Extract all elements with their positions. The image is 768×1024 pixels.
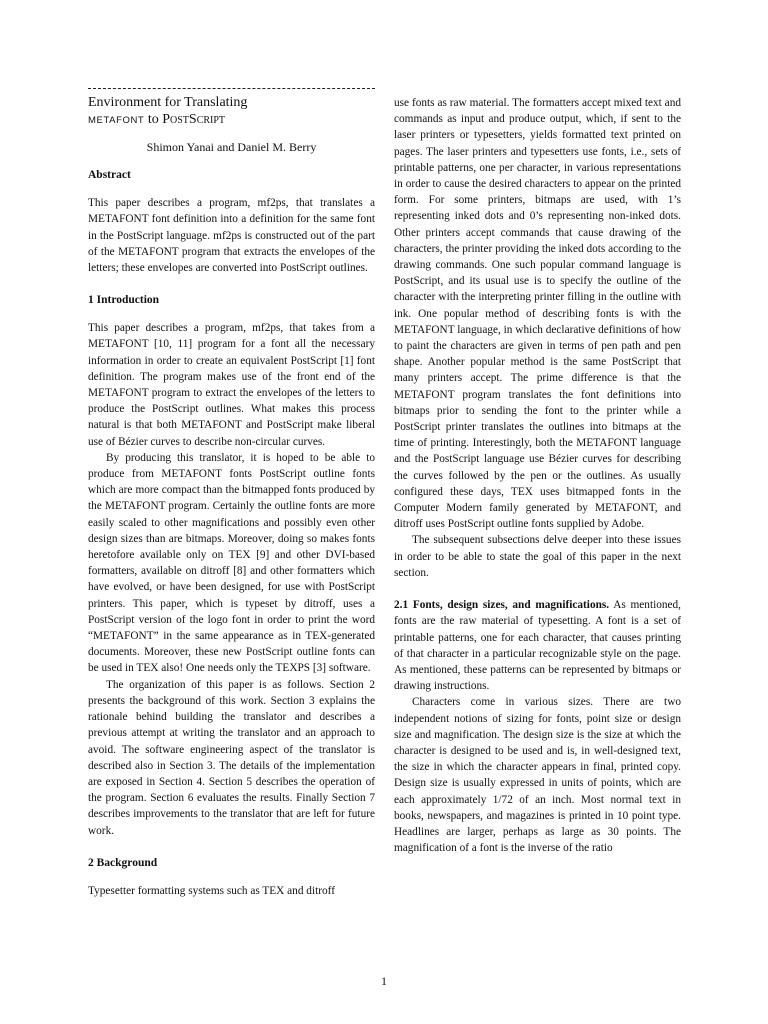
page-number: 1 [381,974,387,988]
intro-heading: 1 Introduction [88,294,160,307]
authors: Shimon Yanai and Daniel M. Berry [146,140,317,154]
right-paragraph-1: use fonts as raw material. The formatters accept mixed text and commands as input and produce output, which, if sent to the laser printers or typesetters, yields formatted text printed on pages. The laser printers and typesetters use fonts, i.e., sets of printable patterns, one per character, in various representations in order to cause the desired characters to appear on the printed form. For some printers, bitmaps are used, with 1’s representing inked dots and 0’s representing non-inked dots. Other printers accept commands that cause drawing of the characters, the printer providing the inked dots according to the drawing commands. One such popular command language is PostScript, and its usual use is to specify the outline of the character with the interpreting printer filling in the outline with ink. One popular method of describing fonts is with the METAFONT language, in which declarative definitions of how to paint the characters are given in terms of pen path and pen shape. Another popular method is the same PostScript that many printers accept. The prime difference is that the METAFONT program translates the font definitions into bitmaps prior to sending the font to the printer while a PostScript printer translates the outlines into bitmaps at the time of printing. Interestingly, both the METAFONT language and the PostScript language use Bézier curves for describing the curves followed by the pen or the outlines. As usually configured these days, TEX uses bitmapped fonts in the Computer Modern family generated by METAFONT, and ditroff uses PostScript outline fonts supplied by Adobe. [394,97,681,531]
abstract-heading: Abstract [88,169,131,182]
background-paragraph-1: Typesetter formatting systems such as TEX and ditroff [88,884,335,897]
intro-paragraph-1: This paper describes a program, mf2ps, that takes from a METAFONT [10, 11] program for a font all the necessary information in order to create an equivalent PostScript [1] font definition. The program makes use of the front end of the METAFONT program to extract the envelopes of the letters to produce the PostScript outlines. What makes this process natural is that both METAFONT and PostScript make liberal use of Bézier curves to describe non-circular curves. [88,322,375,448]
intro-paragraph-3: The organization of this paper is as follows. Section 2 presents the background of this work. Section 3 explains the rationale behind building the translator and describes a previous attempt at writing the translator and an approach to avoid. The software engineering aspect of the translator is described also in Section 3. The details of the implementation are exposed in Section 4. Section 5 describes the operation of the program. Section 6 evaluates the results. Finally Section 7 describes improvements to the translator that are left for future work. [88,678,375,837]
subsection-2-1-heading: 2.1 Fonts, design sizes, and magnifications. [394,599,610,612]
paper-title-line2: METAFONT to PostScript [88,112,226,127]
right-paragraph-4: Characters come in various sizes. There are two independent notions of sizing for fonts, point size or design size and magnification. The design size is the size at which the character is designed to be used and is, in well-designed text, the size in which the character appears in final, printed copy. Design size is usually expressed in units of points, which are each approximately 1/72 of an inch. Most normal text in books, newspapers, and magazines is printed in 10 point type. Headlines are larger, perhaps as large as 30 points. The magnification of a font is the inverse of the ratio [394,696,681,855]
paper-title-line1: Environment for Translating [88,95,248,110]
background-heading: 2 Background [88,856,158,869]
abstract-text: This paper describes a program, mf2ps, that translates a METAFONT font definition into a definition for the same font in the PostScript language. mf2ps is constructed out of the part of the METAFONT program that extracts the envelopes of the letters; these envelopes are converted into PostScript outlines. [88,197,375,275]
right-column [394,95,681,856]
subsection-2-1-text: As mentioned, fonts are the raw material of typesetting. A font is a set of printable patterns, one for each character, that causes printing of that character in a particular recognizable style on the page. As mentioned, these patterns can be represented by bitmaps or drawing instructions. [394,599,681,693]
subsection-2-1 [394,597,681,694]
intro-paragraph-2: By producing this translator, it is hoped to be able to produce from METAFONT fonts PostScript outline fonts which are more compact than the bitmapped fonts produced by the METAFONT program. Certainly the outline fonts are more easily scaled to other magnifications and possibly even other design sizes than are bitmaps. Moreover, doing so makes fonts heretofore available only on TEX [9] and other DVI-based formatters, available on ditroff [8] and other formatters which have evolved, or have been designed, for use with PostScript printers. This paper, which is typeset by ditroff, uses a PostScript version of the logo font in order to print the word “METAFONT” in the same appearance as in TEX-generated documents. Moreover, these new PostScript outline fonts can be used in TEX also! One needs only the TEXPS [3] software. [88,451,375,675]
left-column [88,88,375,899]
title-block [88,88,375,129]
right-paragraph-2: The subsequent subsections delve deeper into these issues in order to be able to state the goal of this paper in the next section. [394,534,681,579]
